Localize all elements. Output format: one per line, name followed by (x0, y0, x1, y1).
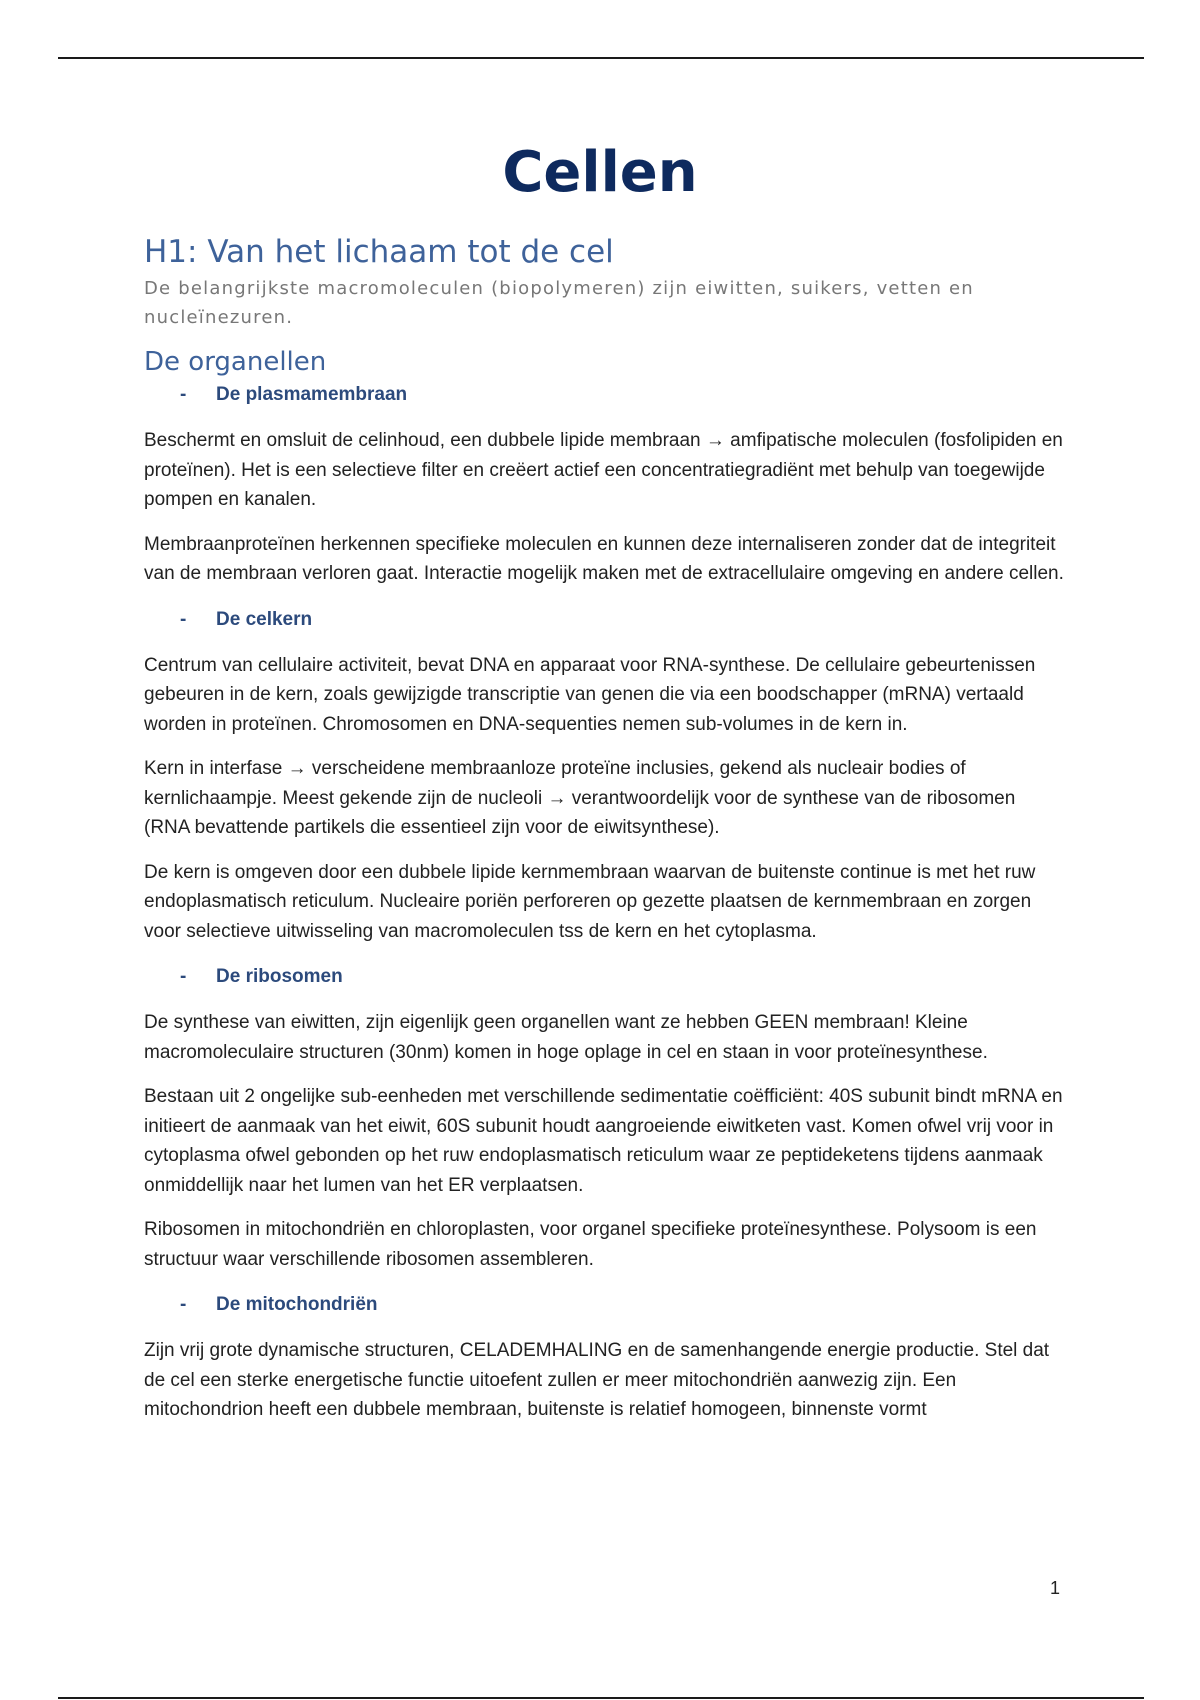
list-item-plasmamembraan (144, 380, 1064, 410)
paragraph: Membraanproteïnen herkennen specifieke moleculen en kunnen deze internaliseren zonder dat de integriteit van de membraan verloren gaat. Interactie mogelijk maken met de extracellulaire omgeving en andere cellen. (144, 533, 1064, 584)
paragraph: Bestaan uit 2 ongelijke sub-eenheden met verschillende sedimentatie coëfficiënt: 40S subunit bindt mRNA en initieert de aanmaak van het eiwit, 60S subunit houdt aangroeiende eiwitketen vast. Komen ofwel vrij voor in cytoplasma ofwel gebonden op het ruw endoplasmatisch reticulum waar ze peptideketens tijdens aanmaak onmiddellijk naar het lumen van het ER verplaatsen. (144, 1086, 1063, 1196)
bullet-dash: - (180, 608, 187, 630)
section-heading: De organellen (144, 347, 327, 377)
document-title: Cellen (502, 140, 698, 205)
bullet-dash: - (180, 966, 187, 987)
list-item-title: De ribosomen (216, 966, 343, 987)
paragraph: Kern in interfase → verscheidene membraanloze proteïne inclusies, gekend als nucleair bodies of kernlichaampje. Meest gekende zijn de nucleoli → verantwoordelijk voor de synthese van de ribosomen (RNA bevattende partikels die essentieel zijn voor de eiwitsynthese). (144, 758, 1016, 838)
paragraph: Zijn vrij grote dynamische structuren, CELADEMHALING en de samenhangende energie productie. Stel dat de cel een sterke energetische functie uitoefent zullen er meer mitochondriën aanwezig zijn. Een mitochondrion heeft een dubbele membraan, buitenste is relatief homogeen, binnenste vormt (144, 1340, 1050, 1420)
chapter-subtitle: De belangrijkste macromoleculen (biopolymeren) zijn eiwitten, suikers, vetten en nucleïnezuren. (144, 278, 974, 328)
header-rule (58, 57, 1144, 59)
paragraph: De kern is omgeven door een dubbele lipide kernmembraan waarvan de buitenste continue is met het ruw endoplasmatisch reticulum. Nucleaire poriën perforeren op gezette plaatsen de kernmembraan en zorgen voor selectieve uitwisseling van macromoleculen tss de kern en het cytoplasma. (144, 861, 1036, 942)
list-item-title: De celkern (216, 608, 313, 630)
paragraph: De synthese van eiwitten, zijn eigenlijk geen organellen want ze hebben GEEN membraan! Kleine macromoleculaire structuren (30nm) komen in hoge oplage in cel en staan in voor proteïnesynthese. (144, 1012, 988, 1063)
list-item-title: De mitochondriën (216, 1294, 378, 1315)
bullet-dash: - (180, 1294, 187, 1315)
footer-rule (58, 1697, 1144, 1699)
chapter-heading: H1: Van het lichaam tot de cel (144, 234, 614, 270)
list-item-celkern (144, 605, 1064, 635)
paragraph: Beschermt en omsluit de celinhoud, een dubbele lipide membraan → amfipatische moleculen (fosfolipiden en proteïnen). Het is een selectieve filter en creëert actief een concentratiegradiënt met behulp van toegewijde pompen en kanalen. (144, 430, 1063, 510)
paragraph: Ribosomen in mitochondriën en chloroplasten, voor organel specifieke proteïnesynthese. Polysoom is een structuur waar verschillende ribosomen assembleren. (144, 1219, 1037, 1270)
page-number: 1 (1049, 1578, 1060, 1598)
list-item-title: De plasmamembraan (216, 384, 408, 405)
paragraph: Centrum van cellulaire activiteit, bevat DNA en apparaat voor RNA-synthese. De cellulaire gebeurtenissen gebeuren in de kern, zoals gewijzigde transcriptie van genen die via een boodschapper (mRNA) vertaald worden in proteïnen. Chromosomen en DNA-sequenties nemen sub-volumes in de kern in. (144, 654, 1036, 735)
list-item-ribosomen (144, 962, 1064, 992)
document-body (144, 380, 1064, 1425)
list-item-mitochondrien (144, 1290, 1064, 1320)
bullet-dash: - (180, 384, 187, 405)
